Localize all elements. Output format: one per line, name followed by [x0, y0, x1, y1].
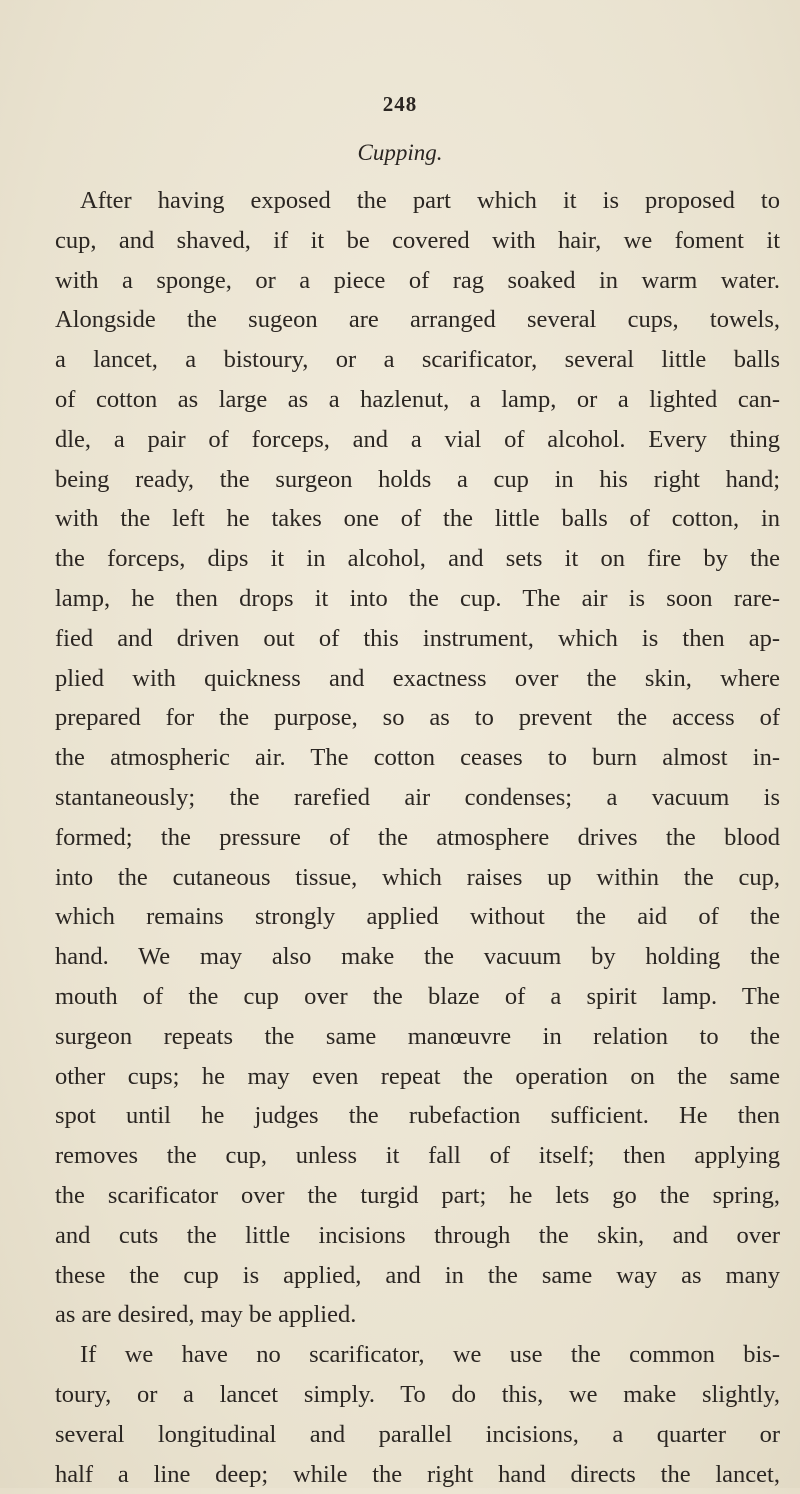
text-line: formed; the pressure of the atmosphere drives the blood	[55, 818, 780, 858]
text-line: as are desired, may be applied.	[55, 1295, 780, 1335]
page-number: 248	[0, 92, 800, 117]
text-line: Alongside the sugeon are arranged several cups, towels,	[55, 300, 780, 340]
text-line: prepared for the purpose, so as to prevent the access of	[55, 698, 780, 738]
text-line: into the cutaneous tissue, which raises up within the cup,	[55, 858, 780, 898]
text-line: If we have no scarificator, we use the common bis-	[55, 1335, 780, 1375]
text-line: stantaneously; the rarefied air condenses; a vacuum is	[55, 778, 780, 818]
text-line: of cotton as large as a hazlenut, a lamp, or a lighted can-	[55, 380, 780, 420]
text-line: which remains strongly applied without the aid of the	[55, 897, 780, 937]
text-line: dle, a pair of forceps, and a vial of alcohol. Every thing	[55, 420, 780, 460]
text-line: other cups; he may even repeat the operation on the same	[55, 1057, 780, 1097]
text-line: After having exposed the part which it is proposed to	[55, 181, 780, 221]
text-line: being ready, the surgeon holds a cup in his right hand;	[55, 460, 780, 500]
text-line: a lancet, a bistoury, or a scarificator, several little balls	[55, 340, 780, 380]
text-line: toury, or a lancet simply. To do this, we make slightly,	[55, 1375, 780, 1415]
text-line: these the cup is applied, and in the same way as many	[55, 1256, 780, 1296]
text-line: spot until he judges the rubefaction sufficient. He then	[55, 1096, 780, 1136]
section-heading: Cupping.	[0, 140, 800, 166]
body-text	[55, 181, 780, 1494]
text-line: hand. We may also make the vacuum by holding the	[55, 937, 780, 977]
text-line: lamp, he then drops it into the cup. The air is soon rare-	[55, 579, 780, 619]
text-line: the scarificator over the turgid part; he lets go the spring,	[55, 1176, 780, 1216]
text-line: several longitudinal and parallel incisions, a quarter or	[55, 1415, 780, 1455]
text-line: with the left he takes one of the little balls of cotton, in	[55, 499, 780, 539]
text-line: fied and driven out of this instrument, which is then ap-	[55, 619, 780, 659]
text-line: removes the cup, unless it fall of itself; then applying	[55, 1136, 780, 1176]
text-line: mouth of the cup over the blaze of a spirit lamp. The	[55, 977, 780, 1017]
text-line: the atmospheric air. The cotton ceases to burn almost in-	[55, 738, 780, 778]
text-line: half a line deep; while the right hand directs the lancet,	[55, 1455, 780, 1494]
text-line: with a sponge, or a piece of rag soaked in warm water.	[55, 261, 780, 301]
text-line: and cuts the little incisions through the skin, and over	[55, 1216, 780, 1256]
text-line: the forceps, dips it in alcohol, and sets it on fire by the	[55, 539, 780, 579]
text-line: plied with quickness and exactness over the skin, where	[55, 659, 780, 699]
text-line: surgeon repeats the same manœuvre in relation to the	[55, 1017, 780, 1057]
text-line: cup, and shaved, if it be covered with hair, we foment it	[55, 221, 780, 261]
